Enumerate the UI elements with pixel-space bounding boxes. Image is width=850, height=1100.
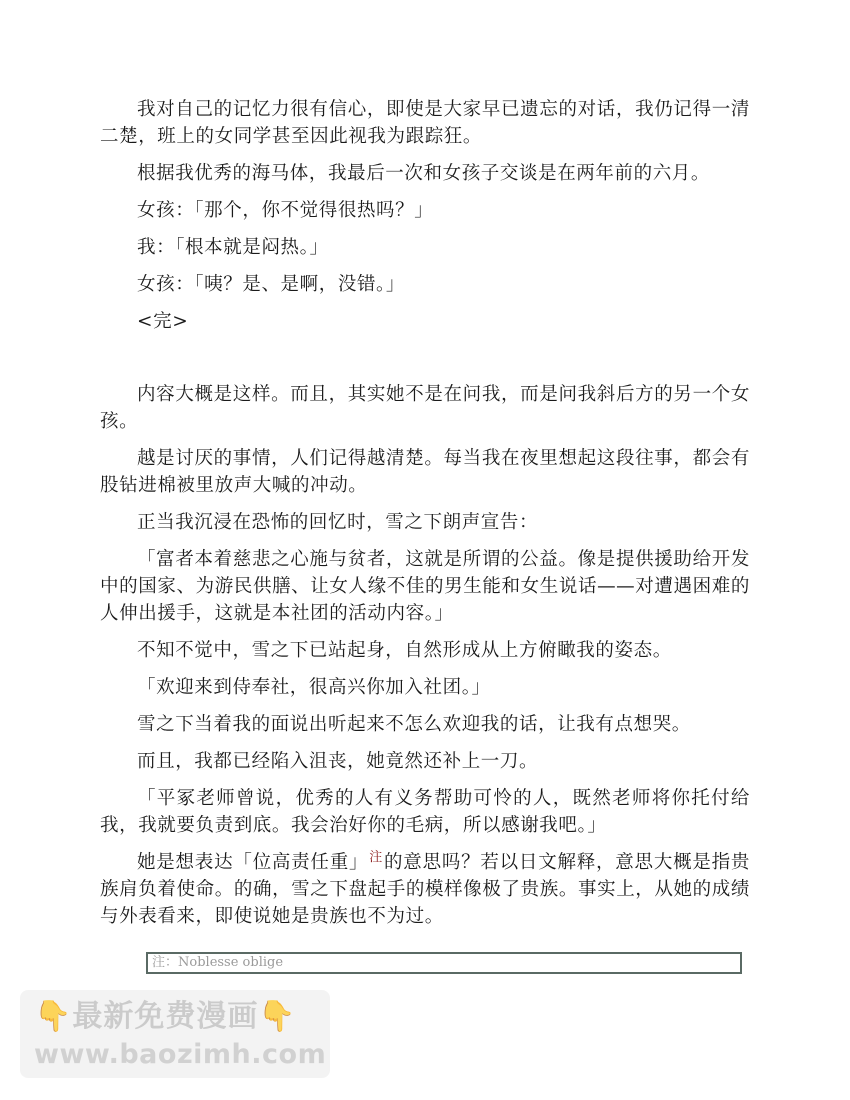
watermark-title-line [34, 998, 324, 1036]
dialogue-line: 我：「根本就是闷热。」 [137, 237, 329, 258]
footnote-text: Noblesse oblige [178, 955, 284, 970]
dialogue-line: 「平冢老师曾说，优秀的人有义务帮助可怜的人，既然老师将你托付给我，我就要负责到底。我会治好你的毛病，所以感谢我吧。」 [100, 788, 750, 836]
paragraph: 内容大概是这样。而且，其实她不是在问我，而是问我斜后方的另一个女孩。 [100, 384, 750, 432]
paragraph: 而且，我都已经陷入沮丧，她竟然还补上一刀。 [137, 751, 539, 772]
dialogue-line: 「富者本着慈悲之心施与贫者，这就是所谓的公益。像是提供援助给开发中的国家、为游民供膳、让女人缘不佳的男生能和女生说话——对遭遇困难的人伸出援手，这就是本社团的活动内容。」 [100, 549, 750, 624]
pointing-down-hand-icon: 👇 [258, 999, 297, 1034]
dialogue-line: 女孩：「咦？是、是啊，没错。」 [137, 274, 406, 295]
watermark-title: 最新免费漫画 [72, 999, 259, 1034]
end-marker: <完> [137, 311, 189, 332]
paragraph: 不知不觉中，雪之下已站起身，自然形成从上方俯瞰我的姿态。 [137, 640, 672, 661]
watermark [20, 990, 330, 1078]
paragraph: 雪之下当着我的面说出听起来不怎么欢迎我的话，让我有点想哭。 [137, 714, 691, 735]
footnote-reference-link[interactable]: 注 [369, 850, 384, 865]
paragraph-text-before-note: 她是想表达「位高责任重」 [137, 852, 369, 873]
section-gap [100, 345, 750, 381]
paragraph-with-note [100, 849, 750, 930]
document-body [100, 96, 750, 940]
paragraph: 我对自己的记忆力很有信心，即使是大家早已遗忘的对话，我仍记得一清二楚，班上的女同学甚至因此视我为跟踪狂。 [100, 99, 750, 147]
footnote-box [146, 952, 742, 974]
dialogue-line: 女孩：「那个，你不觉得很热吗？」 [137, 200, 434, 221]
paragraph: 越是讨厌的事情，人们记得越清楚。每当我在夜里想起这段往事，都会有股钻进棉被里放声大喊的冲动。 [100, 448, 750, 496]
paragraph-text-after-note: 的意思吗？若以日文解释，意思大概是指贵族肩负着使命。的确，雪之下盘起手的模样像极了贵族。事实上，从她的成绩与外表看来，即使说她是贵族也不为过。 [100, 852, 750, 927]
watermark-url: www.baozimh.com [34, 1039, 327, 1070]
dialogue-line: 「欢迎来到侍奉社，很高兴你加入社团。」 [137, 677, 491, 698]
pointing-down-hand-icon: 👇 [34, 999, 73, 1034]
paragraph: 正当我沉浸在恐怖的回忆时，雪之下朗声宣告： [137, 512, 539, 533]
footnote-label: 注： [152, 955, 179, 970]
paragraph: 根据我优秀的海马体，我最后一次和女孩子交谈是在两年前的六月。 [137, 163, 711, 184]
